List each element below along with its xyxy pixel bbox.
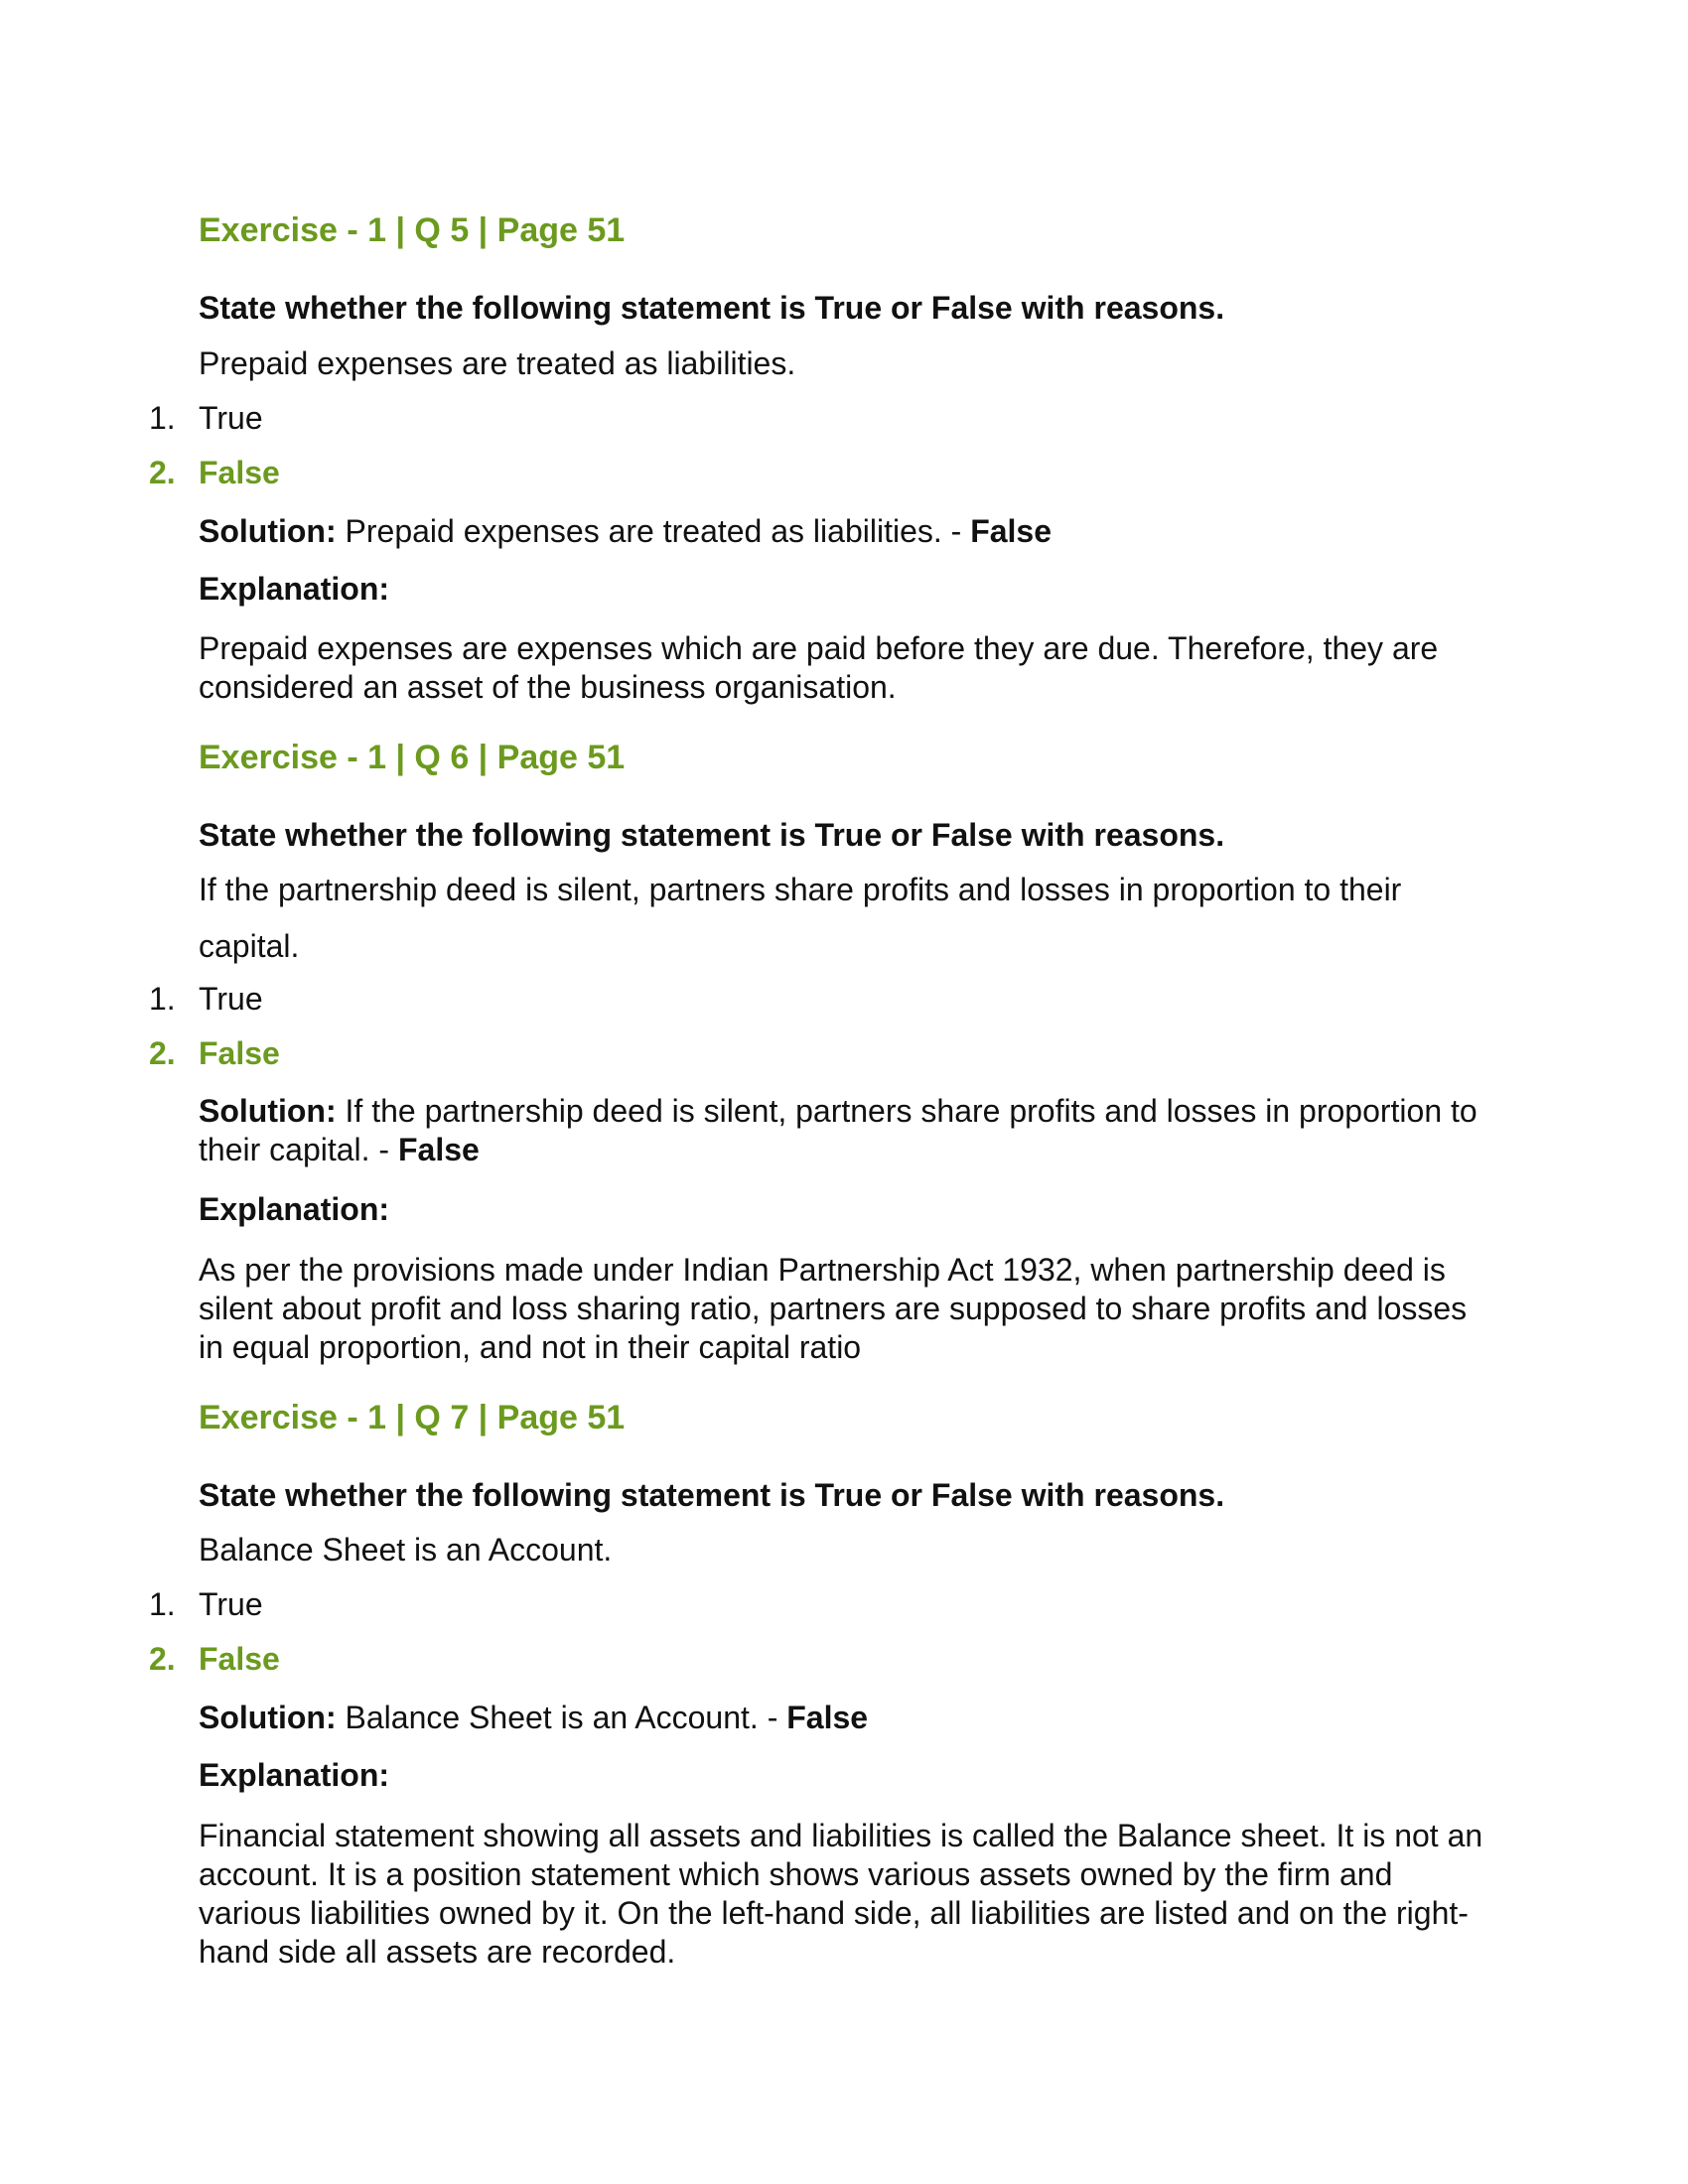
question-heading: Exercise - 1 | Q 5 | Page 51 <box>199 211 626 249</box>
solution <box>199 1699 1489 1737</box>
option-label: True <box>199 1586 263 1622</box>
solution <box>199 1092 1489 1169</box>
question-heading: Exercise - 1 | Q 7 | Page 51 <box>199 1399 626 1436</box>
solution-label: Solution: <box>199 513 337 549</box>
explanation-text: Prepaid expenses are expenses which are paid before they are due. Therefore, they are considered an asset of the business organisation. <box>199 630 1439 705</box>
solution-text: Prepaid expenses are treated as liabilities. - <box>345 513 962 549</box>
question-statement: If the partnership deed is silent, partners share profits and losses in proportion to their capital. <box>199 872 1402 964</box>
solution-label: Solution: <box>199 1700 337 1735</box>
explanation-text: Financial statement showing all assets and liabilities is called the Balance sheet. It is not an account. It is a position statement which shows various assets owned by the firm and various liabilities owned by it. On the left-hand side, all liabilities are listed and on the right-hand side all assets are recorded. <box>199 1818 1483 1970</box>
option-true <box>149 400 263 437</box>
solution-answer: False <box>786 1700 869 1735</box>
explanation-label: Explanation: <box>199 571 390 607</box>
solution-text: Balance Sheet is an Account. - <box>345 1700 778 1735</box>
option-number: 1. <box>149 981 176 1017</box>
question-instruction: State whether the following statement is True or False with reasons. <box>199 290 1225 326</box>
option-label: True <box>199 981 263 1017</box>
option-true <box>149 981 263 1018</box>
question-instruction: State whether the following statement is True or False with reasons. <box>199 1477 1225 1513</box>
option-number: 1. <box>149 1586 176 1622</box>
explanation-label: Explanation: <box>199 1191 390 1227</box>
solution <box>199 512 1489 551</box>
option-number: 2. <box>149 1641 176 1677</box>
explanation-label: Explanation: <box>199 1757 390 1793</box>
question-heading: Exercise - 1 | Q 6 | Page 51 <box>199 739 626 776</box>
option-false-correct <box>149 1035 280 1072</box>
solution-answer: False <box>397 1132 480 1167</box>
question-statement: Prepaid expenses are treated as liabilities. <box>199 345 796 381</box>
option-number: 2. <box>149 1035 176 1071</box>
option-number: 1. <box>149 400 176 436</box>
option-false-correct <box>149 455 280 491</box>
solution-answer: False <box>970 513 1053 549</box>
option-label: False <box>199 455 280 490</box>
option-false-correct <box>149 1641 280 1678</box>
option-label: False <box>199 1035 280 1071</box>
solution-text: If the partnership deed is silent, partners share profits and losses in proportion to their capital. - <box>199 1093 1477 1167</box>
question-instruction: State whether the following statement is True or False with reasons. <box>199 817 1225 853</box>
option-label: True <box>199 400 263 436</box>
question-statement: Balance Sheet is an Account. <box>199 1532 613 1568</box>
option-number: 2. <box>149 455 176 490</box>
option-true <box>149 1586 263 1623</box>
solution-label: Solution: <box>199 1093 337 1129</box>
explanation-text: As per the provisions made under Indian Partnership Act 1932, when partnership deed is silent about profit and loss sharing ratio, partners are supposed to share profits and losses in equal proportion, and not in their capital ratio <box>199 1252 1468 1365</box>
option-label: False <box>199 1641 280 1677</box>
